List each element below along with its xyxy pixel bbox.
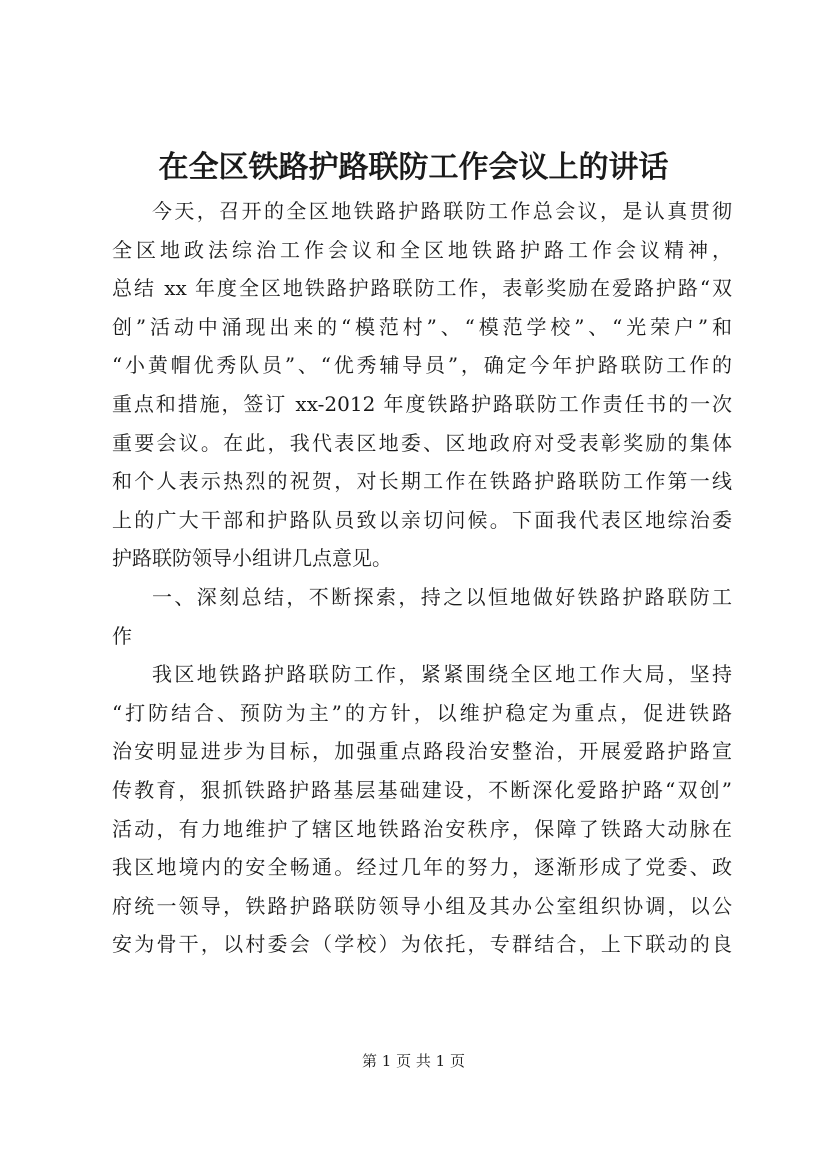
paragraph-line: 今天，召开的全区地铁路护路联防工作总会议，是认真贯彻	[152, 199, 732, 223]
section-heading-line: 一、深刻总结，不断探索，持之以恒地做好铁路护路联防工	[152, 584, 732, 609]
paragraph-line: 我区地铁路护路联防工作，紧紧围绕全区地工作大局，坚持	[152, 662, 732, 687]
paragraph-line: 安为骨干，以村委会（学校）为依托，专群结合，上下联动的良	[112, 932, 732, 957]
paragraph-line: 上的广大干部和护路队员致以亲切问候。下面我代表区地综治委	[112, 507, 732, 532]
paragraph-line: 传教育，狠抓铁路护路基层基础建设，不断深化爱路护路“双创”	[112, 777, 732, 802]
paragraph-line: 和个人表示热烈的祝贺，对长期工作在铁路护路联防工作第一线	[112, 469, 732, 494]
document-body	[112, 192, 732, 964]
paragraph-line: 治安明显进步为目标，加强重点路段治安整治，开展爱路护路宣	[112, 739, 732, 764]
paragraph-line: 重要会议。在此，我代表区地委、区地政府对受表彰奖励的集体	[112, 430, 732, 455]
paragraph-line: 护路联防领导小组讲几点意见。	[112, 546, 392, 571]
paragraph-line: 活动，有力地维护了辖区地铁路治安秩序，保障了铁路大动脉在	[112, 816, 732, 841]
paragraph-line: 创”活动中涌现出来的“模范村”、“模范学校”、“光荣户”和	[112, 314, 732, 339]
page-number-footer: 第 1 页 共 1 页	[362, 1052, 465, 1070]
paragraph-line: 总结 xx 年度全区地铁路护路联防工作，表彰奖励在爱路护路“双	[112, 276, 732, 301]
paragraph-line: 我区地境内的安全畅通。经过几年的努力，逐渐形成了党委、政	[112, 855, 732, 880]
paragraph-line: 重点和措施，签订 xx-2012 年度铁路护路联防工作责任书的一次	[112, 391, 732, 416]
paragraph-line: 府统一领导，铁路护路联防领导小组及其办公室组织协调，以公	[112, 893, 732, 918]
document-title: 在全区铁路护路联防工作会议上的讲话	[158, 150, 669, 185]
paragraph-line: “打防结合、预防为主”的方针，以维护稳定为重点，促进铁路	[112, 700, 732, 725]
paragraph-line: “小黄帽优秀队员”、“优秀辅导员”，确定今年护路联防工作的	[112, 353, 732, 378]
section-heading-line: 作	[112, 623, 132, 648]
paragraph-line: 全区地政法综治工作会议和全区地铁路护路工作会议精神，	[112, 237, 732, 262]
